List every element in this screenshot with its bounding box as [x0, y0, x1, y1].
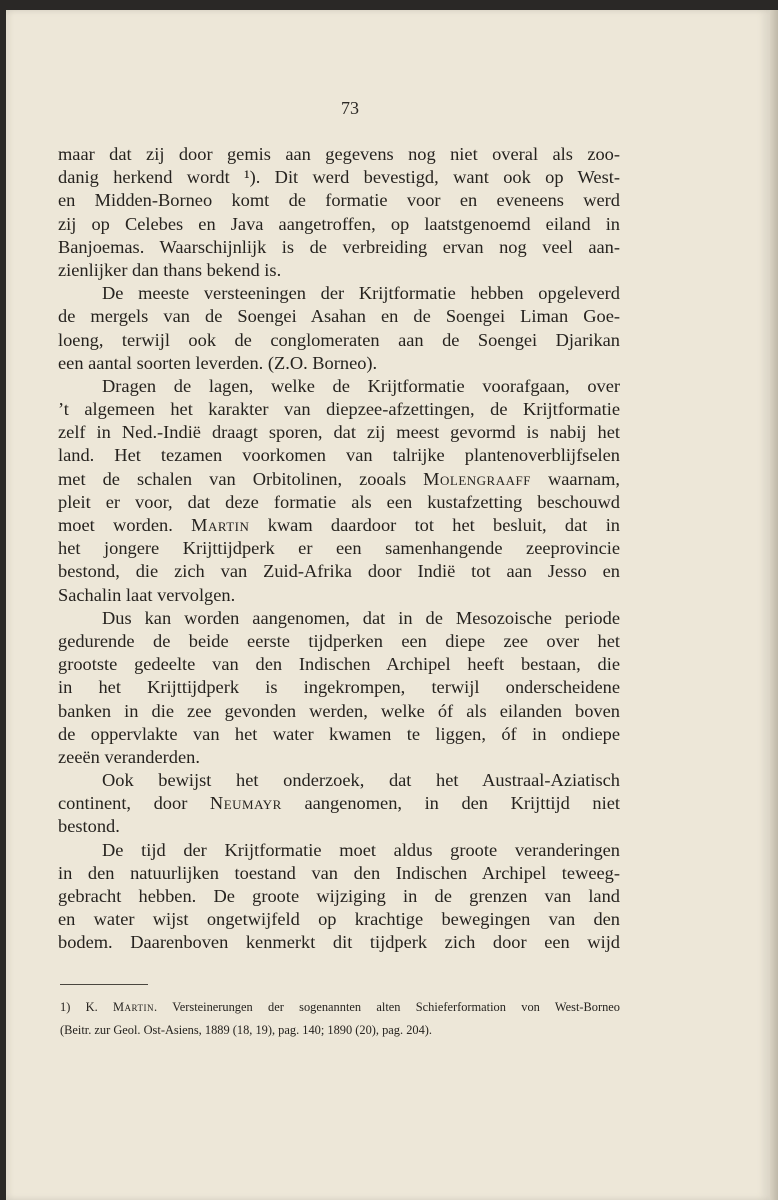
author-name-neumayr: Neumayr: [209, 793, 282, 814]
text-line: grootste gedeelte van den Indischen Archipel heeft bestaan, die: [58, 654, 620, 675]
text-line: zelf in Ned.-Indië draagt sporen, dat zij meest gevormd is nabij het: [58, 422, 620, 443]
footnote-marker: 1) K.: [60, 1000, 98, 1014]
text-segment: aangenomen, in den Krijttijd niet: [304, 793, 620, 814]
text-line: De tijd der Krijtformatie moet aldus groote veranderingen: [102, 839, 620, 860]
text-line: gebracht hebben. De groote wijziging in de grenzen van land: [58, 886, 620, 906]
text-line: gedurende de beide eerste tijdperken een diepe zee over het: [58, 630, 620, 651]
main-text: [58, 143, 620, 955]
footnote-text: . Versteinerungen der sogenannten alten Schieferformation von West-Borneo: [154, 1000, 620, 1014]
text-line: land. Het tezamen voorkomen van talrijke plantenoverblijfselen: [58, 445, 620, 466]
text-line: maar dat zij door gemis aan gegevens nog niet overal als zoo-: [58, 144, 620, 164]
text-segment: moet worden.: [58, 515, 173, 535]
text-segment: kwam daardoor tot het besluit, dat in: [267, 515, 620, 535]
text-line: banken in die zee gevonden werden, welke óf als eilanden boven: [58, 700, 620, 721]
text-line: [58, 792, 620, 815]
text-line: zeeën veranderden.: [58, 746, 200, 767]
text-line: Dragen de lagen, welke de Krijtformatie voorafgaan, over: [102, 375, 620, 396]
text-line: en water wijst ongetwijfeld op krachtige bewegingen van den: [58, 909, 620, 930]
text-segment: met de schalen van Orbitolinen, zooals: [58, 468, 407, 489]
text-line: Sachalin laat vervolgen.: [58, 584, 236, 605]
text-line: danig herkend wordt ¹). Dit werd bevestigd, want ook op West-: [58, 167, 620, 188]
author-name-martin: Martin: [191, 515, 250, 535]
text-line: zij op Celebes en Java aangetroffen, op laatstgenoemd eiland in: [58, 213, 620, 234]
text-line: een aantal soorten leverden. (Z.O. Borneo).: [58, 352, 378, 373]
footnote-line: [60, 997, 620, 1020]
text-line: bodem. Daarenboven kenmerkt dit tijdperk zich door een wijd: [58, 932, 620, 953]
text-line: en Midden-Borneo komt de formatie voor en eveneens werd: [58, 190, 620, 211]
text-line: pleit er voor, dat deze formatie als een kustafzetting beschouwd: [58, 491, 620, 512]
text-line: Ook bewijst het onderzoek, dat het Austraal-Aziatisch: [102, 770, 620, 791]
text-line: De meeste versteeningen der Krijtformatie hebben opgeleverd: [102, 283, 620, 304]
author-name-molengraaff: Molengraaff: [423, 468, 531, 489]
footnote-divider: [60, 984, 148, 985]
page-edge: [770, 10, 778, 1200]
text-line: Banjoemas. Waarschijnlijk is de verbreiding ervan nog veel aan-: [58, 236, 620, 257]
text-segment: waarnam,: [547, 468, 620, 489]
text-line: in den natuurlijken toestand van den Indischen Archipel teweeg-: [58, 862, 620, 883]
text-line: [58, 514, 620, 537]
text-segment: continent, door: [58, 793, 188, 814]
footnote: [60, 997, 620, 1043]
text-line: bestond.: [58, 816, 120, 837]
text-line: de mergels van de Soengei Asahan en de Soengei Liman Goe-: [58, 306, 620, 327]
text-line: Dus kan worden aangenomen, dat in de Mesozoische periode: [102, 607, 620, 628]
text-line: [58, 468, 620, 491]
page-number: 73: [341, 98, 359, 118]
footnote-author: Martin: [113, 1000, 154, 1014]
text-line: ’t algemeen het karakter van diepzee-afzettingen, de Krijtformatie: [58, 399, 620, 420]
text-line: het jongere Krijttijdperk er een samenhangende zeeprovincie: [58, 538, 620, 559]
text-line: zienlijker dan thans bekend is.: [58, 259, 282, 280]
text-line: de oppervlakte van het water kwamen te liggen, óf in ondiepe: [58, 723, 620, 744]
text-line: in het Krijttijdperk is ingekrompen, terwijl onderscheidene: [58, 677, 620, 698]
text-line: loeng, terwijl ook de conglomeraten aan de Soengei Djarikan: [58, 329, 620, 350]
text-line: bestond, die zich van Zuid-Afrika door Indië tot aan Jesso en: [58, 561, 620, 582]
footnote-line: (Beitr. zur Geol. Ost-Asiens, 1889 (18, 19), pag. 140; 1890 (20), pag. 204).: [60, 1023, 433, 1038]
